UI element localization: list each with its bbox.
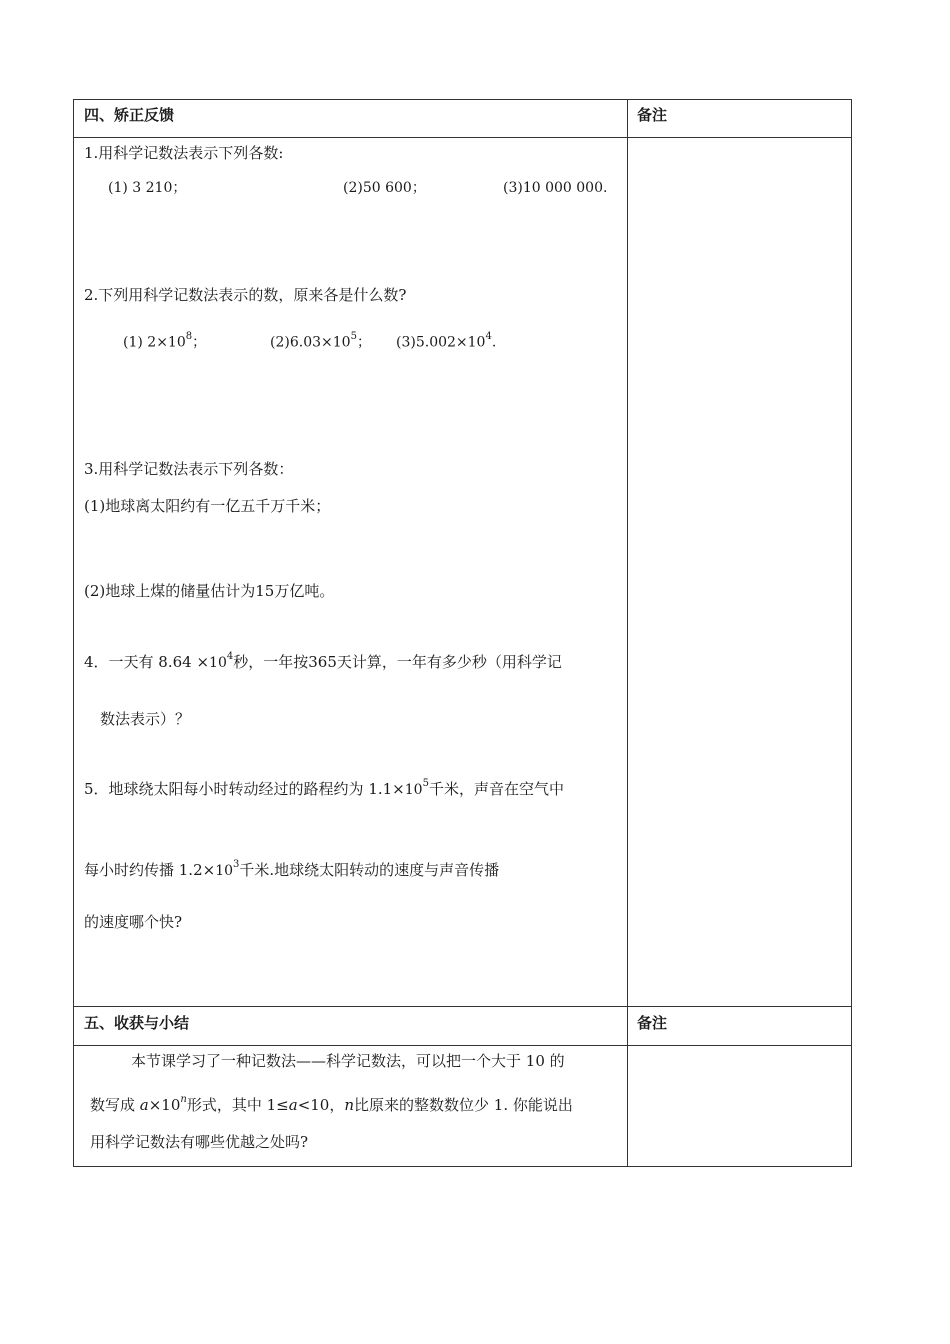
q5-line-1: 5．地球绕太阳每小时转动经过的路程约为 $1.1\times 10^5$千米，声音在空气中 (84, 778, 564, 798)
q3-item-1: (1)地球离太阳约有一亿五千万千米； (84, 497, 331, 515)
q2-prompt: 2.下列用科学记数法表示的数，原来各是什么数? (84, 286, 407, 304)
section4-title: 四、矫正反馈 (84, 106, 175, 124)
q2-item-1: (1) $2\times 10^8$； (123, 331, 207, 351)
q4-line-2: 数法表示）？ (100, 710, 191, 728)
q3-prompt: 3.用科学记数法表示下列各数： (84, 460, 294, 478)
q5-line-3: 的速度哪个快? (84, 913, 183, 931)
row-divider (73, 1006, 852, 1007)
section4-notes-label: 备注 (637, 106, 668, 124)
q2-item-2: $(2)6.03\times 10^5$； (270, 331, 371, 351)
q5-line-2: 每小时约传播 $1.2\times 10^3$千米.地球绕太阳转动的速度与声音传播 (84, 859, 500, 879)
summary-line-2: 数写成 $a\times 10^n$形式，其中 1≤a<10，n比原来的整数数位少 1. 你能说出 (90, 1094, 573, 1114)
q2-item-3: $(3)5.002\times 10^4$. (396, 331, 497, 351)
section5-notes-label: 备注 (637, 1014, 668, 1032)
q1-item-2: (2)50 600； (343, 180, 426, 196)
q4-line-1: 4．一天有 $8.64 \times 10^4$秒，一年按365天计算，一年有多少秒（用科学记 (84, 651, 562, 671)
q1-prompt: 1.用科学记数法表示下列各数: (84, 144, 284, 162)
row-divider (73, 1045, 852, 1046)
summary-line-1: 本节课学习了一种记数法——科学记数法，可以把一个大于 10 的 (131, 1052, 565, 1070)
summary-line-3: 用科学记数法有哪些优越之处吗? (90, 1133, 309, 1151)
q1-item-3: (3)10 000 000. (503, 180, 608, 196)
row-divider (73, 137, 852, 138)
q1-item-1: (1) 3 210； (108, 180, 187, 196)
q3-item-2: (2)地球上煤的储量估计为15万亿吨。 (84, 582, 335, 600)
section5-title: 五、收获与小结 (84, 1014, 190, 1032)
